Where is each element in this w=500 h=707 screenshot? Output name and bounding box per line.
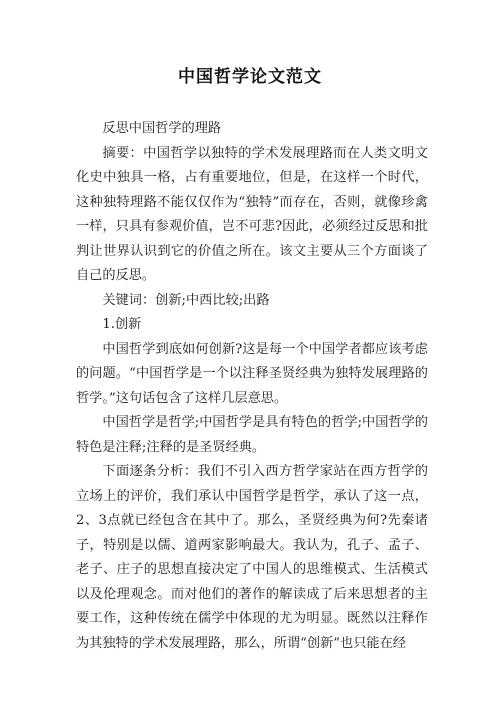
document-body [76,117,428,656]
body-paragraph: 中国哲学是哲学;中国哲学是具有特色的哲学;中国哲学的特色是注释;注释的是圣贤经典。 [76,415,428,455]
keywords-paragraph: 关键词：创新;中西比较;出路 [102,292,270,308]
body-paragraph: 下面逐条分析：我们不引入西方哲学家站在西方哲学的立场上的评价，我们承认中国哲学是哲学，承认了这一点，2、3点就已经包含在其中了。那么，圣贤经典为何?先秦诸子，特别是以儒、道两家影响最大。我认为，孔子、孟子、老子、庄子的思想直接决定了中国人的思维模式、生活模式以及伦理观念。而对他们的著作的解读成了后来思想者的主要工作，这种传统在儒学中体现的尤为明显。既然以注释作为其独特的学术发展理路，那么，所谓“创新”也只能在经 [76,464,428,651]
document-title: 中国哲学论文范文 [178,67,322,87]
subsection-heading: 1.创新 [102,317,142,332]
abstract-paragraph: 摘要：中国哲学以独特的学术发展理路而在人类文明文化史中独具一格，占有重要地位，但是，在这样一个时代，这种独特理路不能仅仅作为“独特”而存在，否则，就像珍禽一样，只具有参观价值，岂不可悲?因此，必须经过反思和批判让世界认识到它的价值之所在。该文主要从三个方面谈了自己的反思。 [76,145,428,283]
body-paragraph: 中国哲学到底如何创新?这是每一个中国学者都应该考虑的问题。“中国哲学是一个以注释圣贤经典为独特发展理路的哲学。”这句话包含了这样几层意思。 [76,341,428,406]
section-heading: 反思中国哲学的理路 [102,121,222,136]
